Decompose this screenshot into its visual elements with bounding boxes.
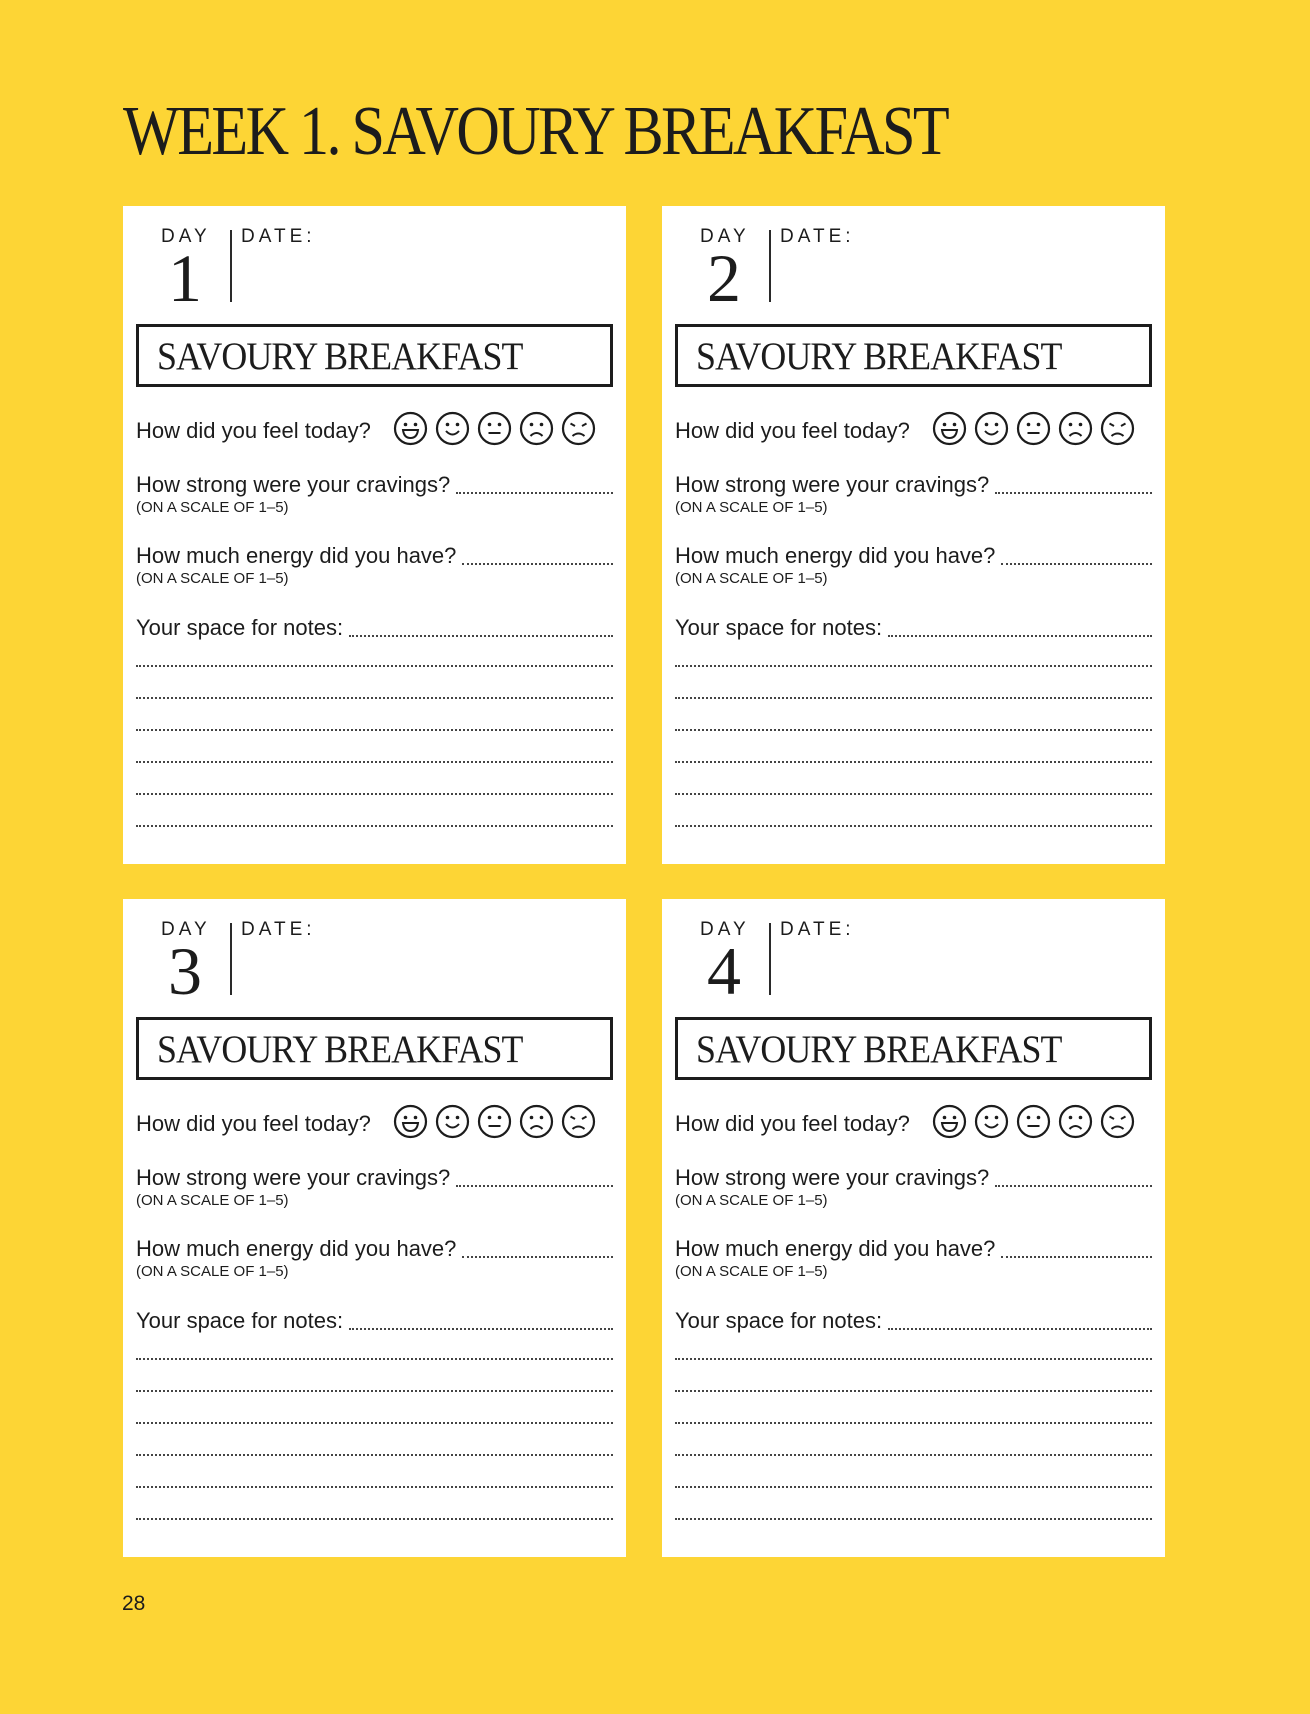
energy-question: How much energy did you have?	[136, 543, 457, 568]
meal-title: SAVOURY BREAKFAST	[157, 335, 523, 378]
notes-line[interactable]	[675, 1422, 1152, 1424]
notes-line[interactable]	[136, 697, 613, 699]
scale-note: (ON A SCALE OF 1–5)	[675, 1192, 828, 1209]
notes-first-line[interactable]	[888, 635, 1152, 637]
cravings-answer-line[interactable]	[456, 492, 613, 494]
notes-line[interactable]	[675, 1390, 1152, 1392]
notes-line[interactable]	[136, 1518, 613, 1520]
cravings-question: How strong were your cravings?	[136, 1165, 451, 1190]
feel-question: How did you feel today?	[136, 418, 371, 443]
energy-row	[136, 1236, 613, 1281]
sad-face-icon[interactable]	[561, 1104, 596, 1139]
feel-question: How did you feel today?	[675, 1111, 910, 1136]
day-label: DAY	[700, 226, 750, 247]
energy-answer-line[interactable]	[1001, 1256, 1152, 1258]
day-block	[662, 206, 855, 316]
notes-line[interactable]	[675, 729, 1152, 731]
day-card-2	[662, 206, 1165, 864]
scale-note: (ON A SCALE OF 1–5)	[675, 1263, 828, 1280]
energy-row	[675, 1236, 1152, 1281]
cravings-row	[675, 1165, 1152, 1210]
notes-label: Your space for notes:	[675, 615, 883, 640]
sad-face-icon[interactable]	[561, 411, 596, 446]
sad-face-icon[interactable]	[1100, 411, 1135, 446]
scale-note: (ON A SCALE OF 1–5)	[675, 499, 828, 516]
grinning-face-icon[interactable]	[393, 1104, 428, 1139]
mood-faces	[932, 411, 1135, 446]
energy-row	[675, 543, 1152, 588]
notes-label: Your space for notes:	[675, 1308, 883, 1333]
notes-first-line[interactable]	[349, 635, 613, 637]
mood-faces	[393, 1104, 596, 1139]
notes-row	[675, 615, 1152, 641]
notes-line[interactable]	[136, 1422, 613, 1424]
smiling-face-icon[interactable]	[974, 1104, 1009, 1139]
date-label[interactable]: DATE:	[241, 226, 316, 247]
day-number: 1	[168, 240, 202, 316]
meal-title-box	[136, 1017, 613, 1080]
feel-question: How did you feel today?	[675, 418, 910, 443]
feel-row	[675, 411, 1152, 451]
frowning-face-icon[interactable]	[1058, 411, 1093, 446]
day-label: DAY	[161, 226, 211, 247]
mood-faces	[932, 1104, 1135, 1139]
meal-title-box	[136, 324, 613, 387]
day-divider	[230, 923, 232, 995]
notes-label: Your space for notes:	[136, 1308, 344, 1333]
scale-note: (ON A SCALE OF 1–5)	[675, 570, 828, 587]
notes-line[interactable]	[675, 761, 1152, 763]
energy-question: How much energy did you have?	[675, 543, 996, 568]
day-card-4	[662, 899, 1165, 1557]
notes-line[interactable]	[675, 697, 1152, 699]
energy-question: How much energy did you have?	[136, 1236, 457, 1261]
smiling-face-icon[interactable]	[435, 1104, 470, 1139]
day-number: 4	[707, 933, 741, 1009]
energy-answer-line[interactable]	[1001, 563, 1152, 565]
day-label: DAY	[161, 919, 211, 940]
notes-line[interactable]	[675, 1454, 1152, 1456]
cravings-question: How strong were your cravings?	[675, 1165, 990, 1190]
energy-row	[136, 543, 613, 588]
smiling-face-icon[interactable]	[974, 411, 1009, 446]
notes-line[interactable]	[136, 1358, 613, 1360]
cravings-row	[136, 1165, 613, 1210]
notes-line[interactable]	[675, 1358, 1152, 1360]
day-divider	[769, 230, 771, 302]
cravings-answer-line[interactable]	[995, 492, 1152, 494]
day-card-1	[123, 206, 626, 864]
energy-answer-line[interactable]	[462, 563, 613, 565]
cravings-answer-line[interactable]	[995, 1185, 1152, 1187]
notes-line[interactable]	[136, 1454, 613, 1456]
cravings-question: How strong were your cravings?	[675, 472, 990, 497]
notes-line[interactable]	[136, 793, 613, 795]
notes-line[interactable]	[136, 665, 613, 667]
feel-row	[675, 1104, 1152, 1144]
page-title: WEEK 1. SAVOURY BREAKFAST	[123, 93, 948, 170]
grinning-face-icon[interactable]	[393, 411, 428, 446]
date-label[interactable]: DATE:	[780, 919, 855, 940]
notes-label: Your space for notes:	[136, 615, 344, 640]
notes-line[interactable]	[136, 1486, 613, 1488]
scale-note: (ON A SCALE OF 1–5)	[136, 570, 289, 587]
meal-title: SAVOURY BREAKFAST	[696, 335, 1062, 378]
notes-line[interactable]	[136, 729, 613, 731]
energy-question: How much energy did you have?	[675, 1236, 996, 1261]
meal-title: SAVOURY BREAKFAST	[157, 1028, 523, 1071]
frowning-face-icon[interactable]	[519, 1104, 554, 1139]
meal-title: SAVOURY BREAKFAST	[696, 1028, 1062, 1071]
page-number: 28	[122, 1592, 146, 1615]
notes-line[interactable]	[136, 761, 613, 763]
notes-line[interactable]	[136, 1390, 613, 1392]
notes-row	[675, 1308, 1152, 1334]
notes-row	[136, 615, 613, 641]
notes-line[interactable]	[136, 825, 613, 827]
feel-question: How did you feel today?	[136, 1111, 371, 1136]
day-divider	[769, 923, 771, 995]
day-block	[123, 206, 316, 316]
date-label[interactable]: DATE:	[241, 919, 316, 940]
scale-note: (ON A SCALE OF 1–5)	[136, 1192, 289, 1209]
smiling-face-icon[interactable]	[435, 411, 470, 446]
notes-row	[136, 1308, 613, 1334]
energy-answer-line[interactable]	[462, 1256, 613, 1258]
notes-first-line[interactable]	[888, 1328, 1152, 1330]
neutral-face-icon[interactable]	[477, 411, 512, 446]
day-card-3	[123, 899, 626, 1557]
cravings-question: How strong were your cravings?	[136, 472, 451, 497]
neutral-face-icon[interactable]	[1016, 1104, 1051, 1139]
neutral-face-icon[interactable]	[1016, 411, 1051, 446]
day-number: 3	[168, 933, 202, 1009]
frowning-face-icon[interactable]	[519, 411, 554, 446]
notes-line[interactable]	[675, 793, 1152, 795]
neutral-face-icon[interactable]	[477, 1104, 512, 1139]
notes-line[interactable]	[675, 1518, 1152, 1520]
frowning-face-icon[interactable]	[1058, 1104, 1093, 1139]
day-block	[662, 899, 855, 1009]
meal-title-box	[675, 324, 1152, 387]
scale-note: (ON A SCALE OF 1–5)	[136, 1263, 289, 1280]
cravings-row	[136, 472, 613, 517]
day-label: DAY	[700, 919, 750, 940]
cravings-row	[675, 472, 1152, 517]
cravings-answer-line[interactable]	[456, 1185, 613, 1187]
notes-line[interactable]	[675, 1486, 1152, 1488]
meal-title-box	[675, 1017, 1152, 1080]
day-divider	[230, 230, 232, 302]
grinning-face-icon[interactable]	[932, 411, 967, 446]
sad-face-icon[interactable]	[1100, 1104, 1135, 1139]
day-block	[123, 899, 316, 1009]
feel-row	[136, 411, 613, 451]
notes-first-line[interactable]	[349, 1328, 613, 1330]
grinning-face-icon[interactable]	[932, 1104, 967, 1139]
notes-line[interactable]	[675, 825, 1152, 827]
day-number: 2	[707, 240, 741, 316]
feel-row	[136, 1104, 613, 1144]
mood-faces	[393, 411, 596, 446]
scale-note: (ON A SCALE OF 1–5)	[136, 499, 289, 516]
notes-line[interactable]	[675, 665, 1152, 667]
date-label[interactable]: DATE:	[780, 226, 855, 247]
